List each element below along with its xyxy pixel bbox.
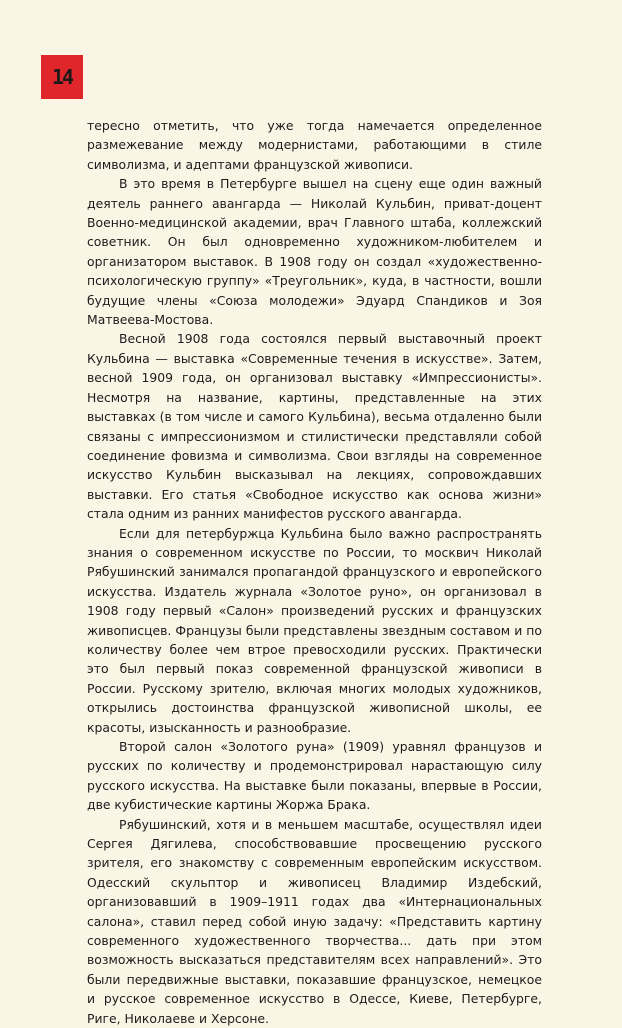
paragraph: тересно отметить, что уже тогда намечается определенное размежевание между модернистами, работающими в стиле символизма, и адептами французской живописи. <box>87 118 542 172</box>
paragraph: Рябушинский, хотя и в меньшем масштабе, осуществлял идеи Сергея Дягилева, способствовавшие просвещению русского зрителя, его знакомству с современным европейским искусством. Одесский скульптор и живописец Владимир Издебский, организовавший в 1909–1911 годах два «Интернациональных салона», ставил перед собой иную задачу: «Представить картину современного художественного творчества... дать при этом возможность высказаться представителям всех направлений». Это были передвижные выставки, показавшие французское, немецкое и русское современное искусство в Одессе, Киеве, Петербурге, Риге, Николаеве и Херсоне. <box>87 816 542 1026</box>
paragraph: В это время в Петербурге вышел на сцену еще один важный деятель раннего авангарда — Николай Кульбин, приват-доцент Военно-медицинской академии, врач Главного штаба, коллежский советник. Он был одновременно художником-любителем и организатором выставок. В 1908 году он создал «художественно-психологическую группу» «Треугольник», куда, в частности, вошли будущие члены «Союза молодежи» Эдуард Спандиков и Зоя Матвеева-Мостова. <box>87 176 542 328</box>
paragraph: Второй салон «Золотого руна» (1909) уравнял французов и русских по количеству и продемонстрировал нарастающую силу русского искусства. На выставке были показаны, впервые в России, две кубистические картины Жоржа Брака. <box>87 739 542 813</box>
page-number: 14 <box>51 65 73 89</box>
page-number-badge <box>41 55 83 99</box>
paragraph: Весной 1908 года состоялся первый выставочный проект Кульбина — выставка «Современные течения в искусстве». Затем, весной 1909 года, он организовал выставку «Импрессионисты». Несмотря на название, картины, представленные на этих выставках (в том числе и самого Кульбина), весьма отдаленно были связаны с импрессионизмом и стилистически представляли собой соединение фовизма и символизма. Свои взгляды на современное искусство Кульбин высказывал на лекциях, сопровождавших выставки. Его статья «Свободное искусство как основа жизни» стала одним из ранних манифестов русского авангарда. <box>87 331 542 522</box>
paragraph: Если для петербуржца Кульбина было важно распространять знания о современном искусстве по России, то москвич Николай Рябушинский занимался пропагандой французского и европейского искусства. Издатель журнала «Золотое руно», он организовал в 1908 году первый «Салон» произведений русских и французских живописцев. Французы были представлены звездным составом и по количеству более чем втрое превосходили русских. Практически это был первый показ современной французской живописи в России. Русскому зрителю, включая многих молодых художников, открылись достоинства французской живописной школы, ее красоты, изысканность и разнообразие. <box>87 525 542 735</box>
article-body <box>87 116 542 1028</box>
